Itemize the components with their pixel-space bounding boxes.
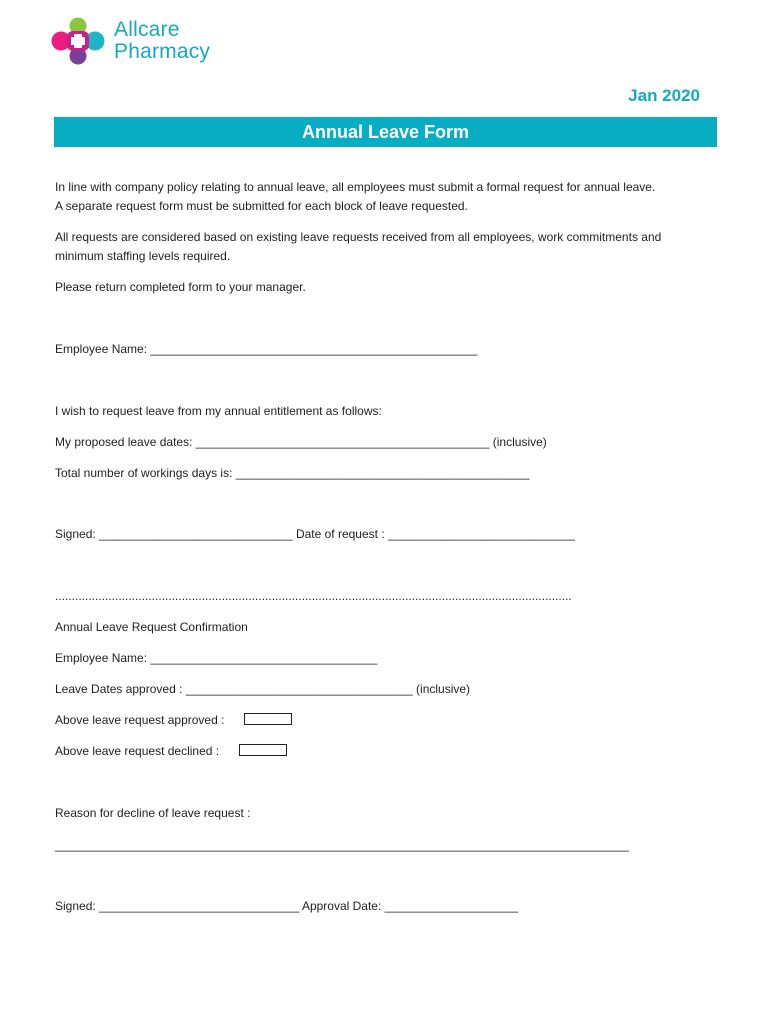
signature-row [55,527,575,541]
intro-paragraph-1-line-2: A separate request form must be submitted for each block of leave requested. [55,199,468,213]
approval-signature-row [55,899,518,913]
pharmacy-cross-logo-icon [50,17,106,65]
employee-name-row [55,342,477,356]
request-statement: I wish to request leave from my annual entitlement as follows: [55,404,382,418]
confirmation-employee-name-field[interactable]: __________________________________ [150,651,378,665]
employee-name-label: Employee Name: [55,342,148,356]
logo-wordmark [114,19,210,63]
working-days-field[interactable]: ____________________________________________ [235,466,530,480]
approval-date-label: Approval Date: [301,899,382,913]
signature-field[interactable]: _____________________________ [99,527,293,541]
proposed-dates-suffix: (inclusive) [492,435,547,449]
proposed-dates-field[interactable]: ____________________________________________ [195,435,490,449]
form-date: Jan 2020 [628,86,700,105]
approved-dates-label: Leave Dates approved : [55,682,183,696]
company-logo [50,17,260,67]
proposed-dates-label: My proposed leave dates: [55,435,193,449]
section-divider: ........................................................................................................................................................... [55,589,572,603]
intro-paragraph-3: Please return completed form to your manager. [55,280,306,294]
signed-label: Signed: [55,527,96,541]
form-title-banner [54,117,717,147]
employee-name-field[interactable]: _________________________________________________ [150,342,478,356]
decline-reason-field[interactable]: ______________________________________________________________________________________ [55,838,629,852]
approved-dates-row [55,682,470,696]
form-title: Annual Leave Form [301,122,470,142]
working-days-label: Total number of workings days is: [55,466,233,480]
declined-checkbox[interactable] [239,744,287,756]
proposed-dates-row [55,435,547,449]
date-of-request-field[interactable]: ____________________________ [388,527,575,541]
logo-line-1: Allcare [114,18,180,41]
logo-line-2: Pharmacy [114,40,211,63]
intro-paragraph-1-line-1: In line with company policy relating to annual leave, all employees must submit a formal request for annual leave. [55,180,656,194]
intro-paragraph-2-line-1: All requests are considered based on existing leave requests received from all employees, work commitments and [55,230,662,244]
approved-dates-suffix: (inclusive) [416,682,471,696]
approved-checkbox[interactable] [244,713,292,725]
approval-signature-field[interactable]: ______________________________ [99,899,300,913]
approval-date-field[interactable]: ____________________ [384,899,519,913]
confirmation-employee-name-row [55,651,377,665]
intro-paragraph-2-line-2: minimum staffing levels required. [55,249,231,263]
declined-label: Above leave request declined : [55,744,220,758]
decline-reason-label: Reason for decline of leave request : [55,806,251,820]
working-days-row [55,466,529,480]
approval-signed-label: Signed: [55,899,96,913]
confirmation-employee-name-label: Employee Name: [55,651,148,665]
approved-dates-field[interactable]: __________________________________ [185,682,413,696]
confirmation-title: Annual Leave Request Confirmation [55,620,248,634]
approved-label: Above leave request approved : [55,713,225,727]
date-of-request-label: Date of request : [295,527,385,541]
